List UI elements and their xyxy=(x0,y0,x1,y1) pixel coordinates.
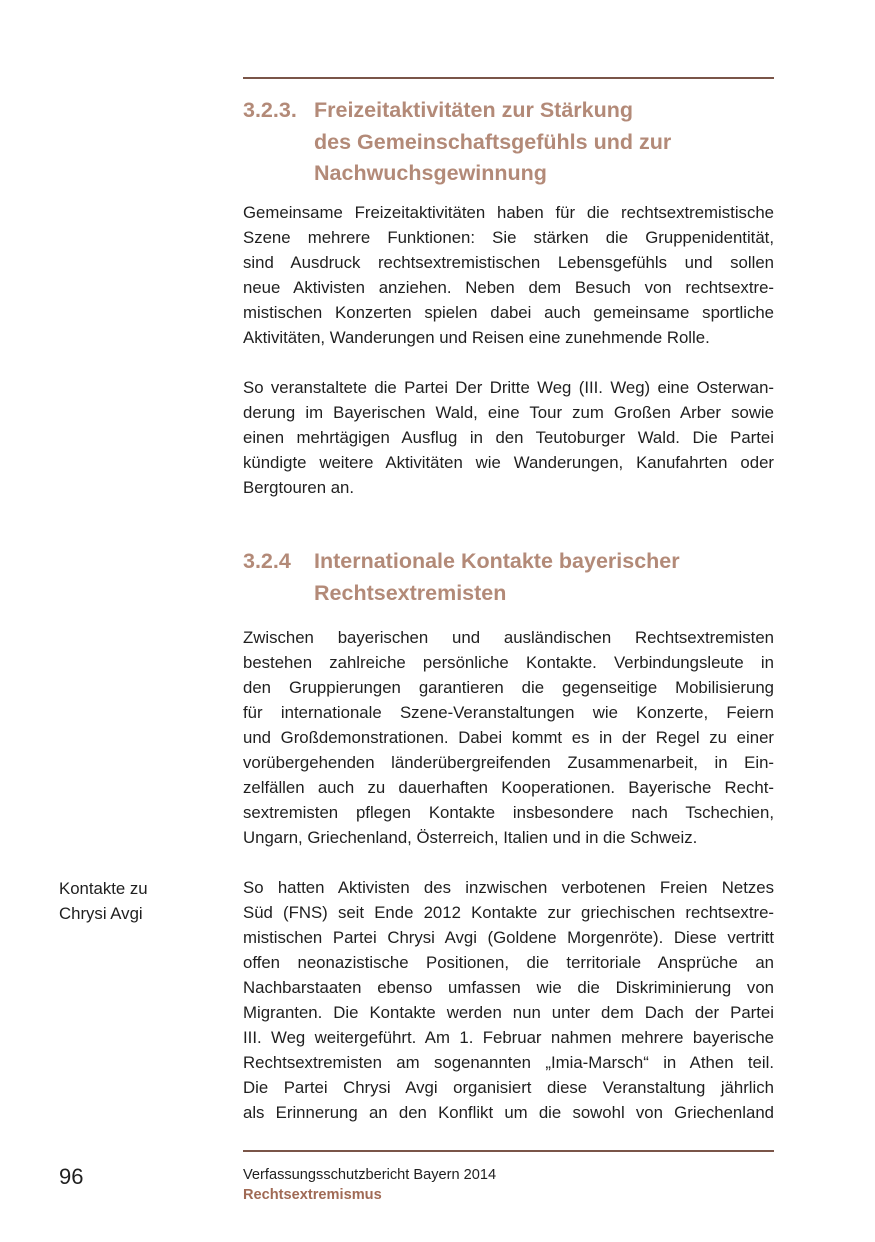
paragraph-leisure-functions xyxy=(243,200,774,350)
section-number: 3.2.4 xyxy=(243,549,291,573)
text-line: Zwischen bayerischen und ausländischen Rechtsextremisten xyxy=(243,628,774,647)
paragraph-third-way-activities xyxy=(243,375,774,500)
text-line: einen mehrtägigen Ausflug in den Teutoburger Wald. Die Partei xyxy=(243,428,774,447)
footer-title: Verfassungsschutzbericht Bayern 2014 xyxy=(243,1167,497,1183)
text-line: derung im Bayerischen Wald, eine Tour zum Großen Arber sowie xyxy=(243,403,774,422)
paragraph-chrysi-avgi xyxy=(243,875,774,1125)
margin-note-line: Chrysi Avgi xyxy=(59,904,143,923)
footer-subtitle: Rechtsextremismus xyxy=(243,1187,382,1203)
text-line: und Großdemonstrationen. Dabei kommt es in der Regel zu einer xyxy=(243,728,774,747)
text-line: Gemeinsame Freizeitaktivitäten haben für die rechtsextremistische xyxy=(243,203,774,222)
section-number: 3.2.3. xyxy=(243,98,297,122)
text-line: III. Weg weitergeführt. Am 1. Februar nahmen mehrere bayerische xyxy=(243,1028,774,1047)
text-line: für internationale Szene-Veranstaltungen wie Konzerte, Feiern xyxy=(243,703,774,722)
text-line: offen neonazistische Positionen, die territoriale Ansprüche an xyxy=(243,953,774,972)
heading-line: Freizeitaktivitäten zur Stärkung xyxy=(314,98,633,122)
text-line: kündigte weitere Aktivitäten wie Wanderungen, Kanufahrten oder xyxy=(243,453,774,472)
text-line: Bergtouren an. xyxy=(243,478,355,497)
text-line: bestehen zahlreiche persönliche Kontakte. Verbindungsleute in xyxy=(243,653,774,672)
text-line: Szene mehrere Funktionen: Sie stärken die Gruppenidentität, xyxy=(243,228,774,247)
margin-note-line: Kontakte zu xyxy=(59,879,148,898)
text-line: So veranstaltete die Partei Der Dritte Weg (III. Weg) eine Osterwan- xyxy=(243,378,774,397)
section-heading-3-2-3 xyxy=(243,95,783,190)
text-line: sextremisten pflegen Kontakte insbesondere nach Tschechien, xyxy=(243,803,774,822)
text-line: Rechtsextremisten am sogenannten „Imia-Marsch“ in Athen teil. xyxy=(243,1053,774,1072)
text-line: Migranten. Die Kontakte werden nun unter dem Dach der Partei xyxy=(243,1003,774,1022)
text-line: neue Aktivisten anziehen. Neben dem Besuch von rechtsextre- xyxy=(243,278,774,297)
text-line: Nachbarstaaten ebenso umfassen wie die Diskriminierung von xyxy=(243,978,774,997)
text-line: vorübergehenden länderübergreifenden Zusammenarbeit, in Ein- xyxy=(243,753,774,772)
text-line: Süd (FNS) seit Ende 2012 Kontakte zur griechischen rechtsextre- xyxy=(243,903,774,922)
text-line: sind Ausdruck rechtsextremistischen Lebensgefühls und sollen xyxy=(243,253,774,272)
heading-line: Internationale Kontakte bayerischer xyxy=(314,549,680,573)
section-heading-3-2-4 xyxy=(243,546,783,609)
text-line: zelfällen auch zu dauerhaften Kooperationen. Bayerische Recht- xyxy=(243,778,774,797)
text-line: Ungarn, Griechenland, Österreich, Italien und in die Schweiz. xyxy=(243,828,698,847)
heading-line: Rechtsextremisten xyxy=(314,580,507,605)
top-rule xyxy=(243,77,774,79)
heading-line: Nachwuchsgewinnung xyxy=(314,161,547,185)
margin-note xyxy=(59,876,148,926)
text-line: So hatten Aktivisten des inzwischen verbotenen Freien Netzes xyxy=(243,878,774,897)
text-line: mistischen Partei Chrysi Avgi (Goldene Morgenröte). Diese vertritt xyxy=(243,928,774,947)
footer-rule xyxy=(243,1150,774,1152)
text-line: Aktivitäten, Wanderungen und Reisen eine zunehmende Rolle. xyxy=(243,328,710,347)
text-line: den Gruppierungen garantieren die gegenseitige Mobilisierung xyxy=(243,678,774,697)
text-line: Die Partei Chrysi Avgi organisiert diese Veranstaltung jährlich xyxy=(243,1078,774,1097)
text-line: mistischen Konzerten spielen dabei auch gemeinsame sportliche xyxy=(243,303,774,322)
text-line: als Erinnerung an den Konflikt um die sowohl von Griechenland xyxy=(243,1103,774,1122)
heading-line: des Gemeinschaftsgefühls und zur xyxy=(314,129,672,154)
paragraph-international-contacts xyxy=(243,625,774,850)
page-number: 96 xyxy=(59,1164,84,1189)
